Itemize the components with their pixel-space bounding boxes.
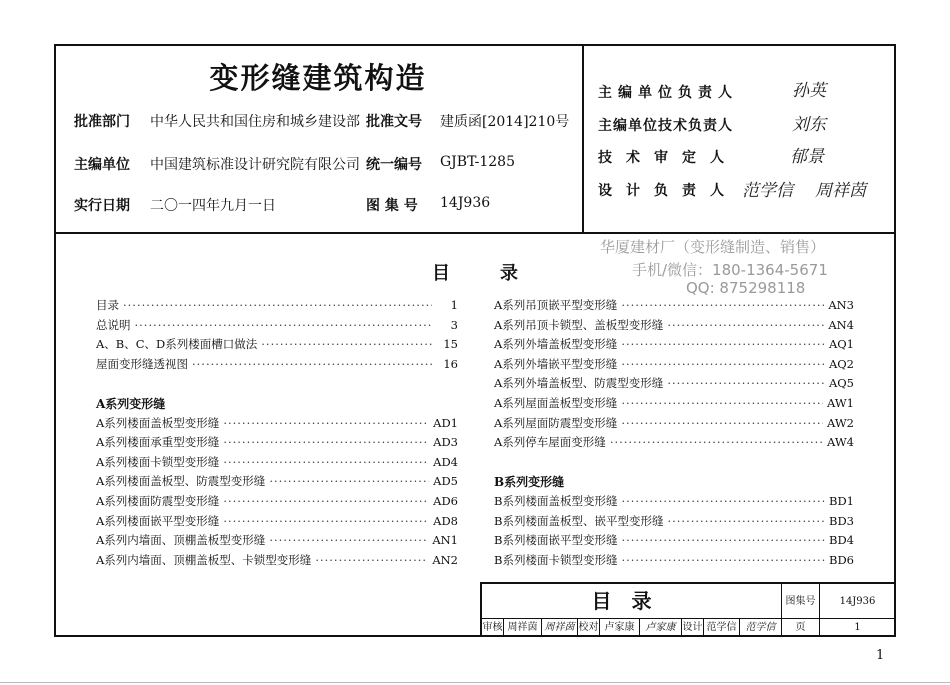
atlas-no-label: 图集号 bbox=[782, 584, 820, 619]
toc-entry bbox=[494, 415, 854, 435]
toc-entry-label: A系列停车屋面变形缝 bbox=[494, 435, 606, 450]
toc-entry bbox=[96, 552, 458, 572]
approval-dept-value: 中华人民共和国住房和城乡建设部 bbox=[150, 114, 360, 130]
approval-dept-label: 批准部门 bbox=[74, 114, 130, 130]
resp-label-chief: 主编单位负责人 bbox=[598, 85, 738, 101]
toc-entry-page: AQ5 bbox=[828, 376, 854, 391]
proof-label: 校对 bbox=[578, 619, 600, 637]
header-divider bbox=[54, 232, 896, 234]
toc-entry bbox=[494, 336, 854, 356]
atlas-title: 变形缝建筑构造 bbox=[209, 61, 427, 95]
toc-leader-dots bbox=[223, 435, 429, 449]
toc-entry bbox=[494, 356, 854, 376]
toc-entry-label: A系列楼面承重型变形缝 bbox=[96, 435, 220, 450]
toc-entry bbox=[96, 336, 458, 356]
toc-leader-dots bbox=[621, 357, 825, 371]
toc-entry-page: BD6 bbox=[829, 552, 854, 567]
toc-leader-dots bbox=[667, 376, 825, 390]
toc-entry bbox=[494, 513, 854, 533]
toc-entry-label: A系列吊顶卡锁型、盖板型变形缝 bbox=[494, 317, 664, 332]
toc-entry-page: AN1 bbox=[432, 533, 458, 548]
toc-entry-label: 总说明 bbox=[96, 317, 131, 332]
resp-label-design: 设计负责人 bbox=[598, 183, 738, 199]
toc-entry bbox=[96, 532, 458, 552]
atlas-number-label: 图 集 号 bbox=[366, 198, 418, 214]
signature-chief: 孙英 bbox=[792, 81, 826, 101]
toc-entry-label: A系列楼面嵌平型变形缝 bbox=[96, 513, 220, 528]
watermark-line2: 手机/微信：180-1364-5671 bbox=[632, 261, 828, 279]
title-block bbox=[480, 582, 896, 637]
toc-entry bbox=[494, 395, 854, 415]
toc-entry-label: A、B、C、D系列楼面槽口做法 bbox=[96, 337, 258, 352]
toc-entry bbox=[96, 473, 458, 493]
proof-signature: 卢家康 bbox=[640, 619, 682, 637]
toc-entry-label: A系列楼面防震型变形缝 bbox=[96, 493, 220, 508]
chief-unit-value: 中国建筑标准设计研究院有限公司 bbox=[150, 157, 360, 173]
toc-section-heading: B系列变形缝 bbox=[494, 475, 565, 490]
toc-leader-dots bbox=[269, 533, 428, 547]
toc-leader-dots bbox=[621, 553, 825, 567]
toc-leader-dots bbox=[621, 533, 825, 547]
design-label: 设计 bbox=[682, 619, 704, 637]
toc-entry-label: A系列屋面防震型变形缝 bbox=[494, 415, 618, 430]
resp-label-tech: 主编单位技术负责人 bbox=[598, 118, 733, 134]
toc-entry bbox=[96, 356, 458, 376]
toc-leader-dots bbox=[223, 416, 429, 430]
toc-entry-page: AW1 bbox=[827, 395, 854, 410]
toc-entry bbox=[494, 317, 854, 337]
toc-entry-page: 1 bbox=[450, 298, 458, 312]
toc-entry-page: AD6 bbox=[433, 493, 458, 508]
toc-leader-dots bbox=[621, 298, 824, 312]
toc-entry-label: A系列屋面盖板型变形缝 bbox=[494, 395, 618, 410]
toc-entry bbox=[96, 317, 458, 337]
toc-entry-page: AN3 bbox=[828, 298, 854, 312]
toc-entry-label: A系列外墙盖板型、防震型变形缝 bbox=[494, 376, 664, 391]
toc-entry bbox=[96, 493, 458, 513]
toc-entry-page: BD3 bbox=[829, 513, 854, 528]
toc-entry-label: 屋面变形缝透视图 bbox=[96, 356, 188, 371]
toc-entry-page: AQ2 bbox=[828, 356, 854, 371]
toc-entry-page: AW4 bbox=[827, 435, 854, 450]
toc-entry bbox=[494, 552, 854, 572]
toc-entry-page: AD1 bbox=[433, 415, 458, 430]
toc-leader-dots bbox=[223, 514, 429, 528]
page-value: 1 bbox=[820, 619, 896, 637]
atlas-no-value: 14J936 bbox=[820, 584, 896, 619]
toc-entry bbox=[494, 297, 854, 317]
toc-leader-dots bbox=[621, 396, 823, 410]
header-vertical-divider bbox=[582, 44, 584, 232]
toc-leader-dots bbox=[223, 455, 429, 469]
toc-entry-page: 15 bbox=[443, 337, 458, 352]
proof-name: 卢家康 bbox=[600, 619, 640, 637]
check-signature: 周祥茵 bbox=[542, 619, 578, 637]
toc-entry-label: A系列内墙面、顶棚盖板型、卡锁型变形缝 bbox=[96, 552, 312, 567]
toc-entry-page: AQ1 bbox=[828, 337, 854, 352]
toc-leader-dots bbox=[261, 337, 432, 351]
toc-spacer bbox=[96, 375, 458, 395]
check-label: 审核 bbox=[482, 619, 504, 637]
toc-entry-page: AD4 bbox=[433, 454, 458, 469]
scan-edge-line bbox=[0, 682, 950, 683]
toc-entry-label: 目录 bbox=[96, 298, 119, 312]
signature-tech: 刘东 bbox=[792, 115, 826, 135]
design-signature: 范学信 bbox=[740, 619, 782, 637]
page-label: 页 bbox=[782, 619, 820, 637]
toc-entry-page: AD3 bbox=[433, 435, 458, 450]
toc-entry-label: B系列楼面卡锁型变形缝 bbox=[494, 552, 618, 567]
toc-entry bbox=[96, 434, 458, 454]
toc-entry bbox=[96, 297, 458, 317]
toc-entry bbox=[494, 532, 854, 552]
resp-label-review: 技术审定人 bbox=[598, 150, 738, 166]
approval-doc-label: 批准文号 bbox=[366, 114, 422, 130]
unified-number-value: GJBT-1285 bbox=[440, 154, 515, 170]
toc-leader-dots bbox=[621, 494, 825, 508]
toc-leader-dots bbox=[269, 474, 429, 488]
toc-entry-label: B系列楼面盖板型变形缝 bbox=[494, 493, 618, 508]
unified-number-label: 统一编号 bbox=[366, 157, 422, 173]
toc-entry bbox=[494, 434, 854, 454]
toc-entry-label: A系列外墙盖板型变形缝 bbox=[494, 337, 618, 352]
toc-entry-page: AN2 bbox=[432, 552, 458, 567]
toc-entry-label: A系列楼面盖板型变形缝 bbox=[96, 415, 220, 430]
toc-leader-dots bbox=[667, 514, 825, 528]
title-block-name: 目录 bbox=[482, 584, 782, 619]
signature-design-1: 范学信 bbox=[742, 181, 793, 201]
toc-entry-label: A系列楼面卡锁型变形缝 bbox=[96, 454, 220, 469]
toc-entry bbox=[96, 454, 458, 474]
toc-leader-dots bbox=[315, 553, 428, 567]
toc-entry-page: AD8 bbox=[433, 513, 458, 528]
page-number: 1 bbox=[876, 648, 885, 663]
toc-left-column bbox=[96, 297, 458, 571]
toc-entry-page: 16 bbox=[443, 356, 458, 371]
toc-leader-dots bbox=[610, 435, 823, 449]
signature-design-2: 周祥茵 bbox=[815, 181, 866, 201]
toc-section-heading: A系列变形缝 bbox=[96, 396, 166, 411]
toc-title-char1: 目 bbox=[432, 263, 450, 284]
toc-leader-dots bbox=[192, 357, 432, 371]
toc-entry-label: A系列外墙嵌平型变形缝 bbox=[494, 356, 618, 371]
toc-leader-dots bbox=[621, 416, 823, 430]
check-name: 周祥茵 bbox=[504, 619, 542, 637]
atlas-number-value: 14J936 bbox=[440, 195, 491, 211]
toc-entry-page: 3 bbox=[450, 317, 458, 332]
toc-entry-page: BD4 bbox=[829, 533, 854, 548]
toc-entry-label: B系列楼面盖板型、嵌平型变形缝 bbox=[494, 513, 664, 528]
toc-leader-dots bbox=[621, 337, 825, 351]
toc-leader-dots bbox=[223, 494, 429, 508]
toc-entry-label: A系列楼面盖板型、防震型变形缝 bbox=[96, 474, 266, 489]
approval-doc-value: 建质函[2014]210号 bbox=[440, 114, 570, 130]
effective-date-value: 二〇一四年九月一日 bbox=[150, 198, 276, 214]
effective-date-label: 实行日期 bbox=[74, 198, 130, 214]
toc-spacer bbox=[494, 454, 854, 474]
signature-review: 郁景 bbox=[790, 147, 824, 167]
toc-entry-page: AW2 bbox=[827, 415, 854, 430]
toc-entry-page: AN4 bbox=[828, 317, 854, 332]
toc-title-char2: 录 bbox=[500, 263, 518, 284]
toc-entry bbox=[494, 375, 854, 395]
toc-entry bbox=[96, 415, 458, 435]
toc-entry-label: A系列内墙面、顶棚盖板型变形缝 bbox=[96, 533, 266, 548]
toc-entry bbox=[494, 493, 854, 513]
toc-right-column bbox=[494, 297, 854, 571]
chief-unit-label: 主编单位 bbox=[74, 157, 130, 173]
design-name: 范学信 bbox=[704, 619, 740, 637]
toc-leader-dots bbox=[667, 318, 824, 332]
toc-entry-label: A系列吊顶嵌平型变形缝 bbox=[494, 298, 618, 312]
toc-entry-page: AD5 bbox=[433, 474, 458, 489]
watermark-line1: 华厦建材厂（变形缝制造、销售） bbox=[600, 238, 826, 256]
toc-entry-page: BD1 bbox=[829, 493, 854, 508]
toc-leader-dots bbox=[123, 298, 432, 312]
toc-entry-label: B系列楼面嵌平型变形缝 bbox=[494, 533, 618, 548]
toc-entry bbox=[96, 513, 458, 533]
toc-leader-dots bbox=[135, 318, 433, 332]
watermark-line3: QQ: 875298118 bbox=[686, 279, 806, 297]
